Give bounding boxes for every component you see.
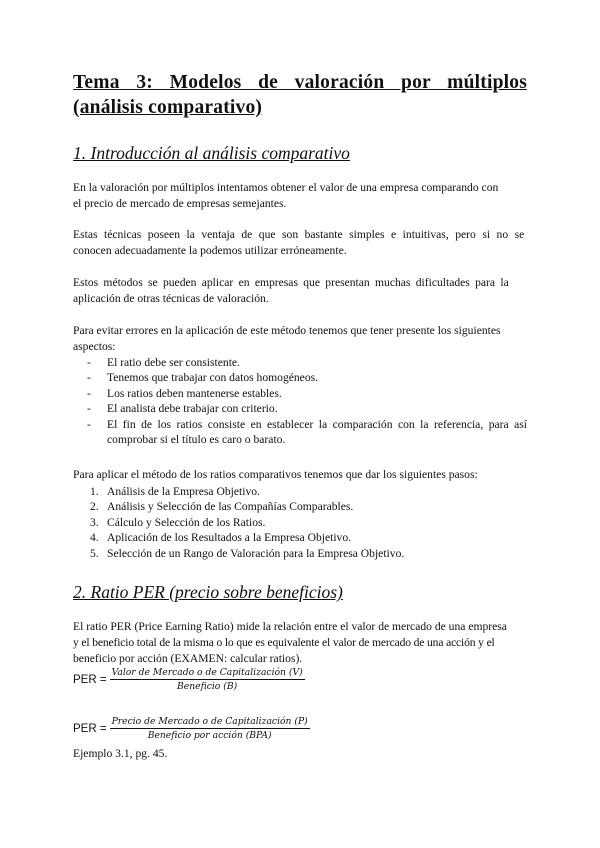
example-reference (73, 746, 527, 762)
formula-label: PER = (73, 673, 107, 686)
formula-fraction (110, 667, 305, 692)
formula-denominator: Beneficio por acción (BPA) (147, 730, 272, 741)
text-line: beneficio por acción (EXAMEN: calcular ratios). (73, 652, 303, 666)
text-line: Ejemplo 3.1, pg. 45. (73, 747, 168, 760)
list-item: 2. Análisis y Selección de las Compañías Comparables. (90, 500, 354, 514)
list-item: 4. Aplicación de los Resultados a la Empresa Objetivo. (90, 531, 352, 545)
formula-denominator: Beneficio (B) (177, 681, 238, 692)
section-heading-per: 2. Ratio PER (precio sobre beneficios) (73, 582, 343, 602)
list-item: - El fin de los ratios consiste en establecer la comparación con la referencia, para así comprobar si el título es caro o barato. (87, 417, 527, 447)
per-formula-2 (73, 716, 310, 741)
intro-paragraph-4 (73, 323, 527, 355)
text-line: Para evitar errores en la aplicación de este método tenemos que tener presente los siguientes (73, 324, 501, 337)
section-heading-intro: 1. Introducción al análisis comparativo (73, 143, 350, 163)
intro-paragraph-1 (73, 180, 527, 212)
page-title: Tema 3: Modelos de valoración por múltiplos (análisis comparativo) (73, 72, 527, 118)
text-line: aplicación de otras técnicas de valoración. (73, 292, 269, 306)
text-line: Para aplicar el método de los ratios comparativos tenemos que dar los siguientes pasos: (73, 468, 478, 481)
per-paragraph (73, 619, 527, 668)
list-item: - El analista debe trabajar con criterio. (87, 402, 278, 416)
list-item: - Los ratios deben mantenerse estables. (87, 386, 282, 400)
aspects-list (73, 355, 527, 447)
text-line: y el beneficio total de la misma o lo que es equivalente el valor de mercado de una acción y el (73, 636, 495, 650)
list-item: - El ratio debe ser consistente. (87, 356, 240, 369)
intro-paragraph-2 (73, 227, 527, 259)
text-line: Estas técnicas poseen la ventaja de que son bastante simples e intuitivas, pero si no se (73, 228, 525, 241)
text-line: el precio de mercado de empresas semejantes. (73, 197, 287, 211)
steps-intro (73, 467, 527, 483)
text-line: En la valoración por múltiplos intentamos obtener el valor de una empresa comparando con (73, 181, 499, 194)
list-item: 5. Selección de un Rango de Valoración para la Empresa Objetivo. (90, 546, 405, 560)
formula-numerator: Valor de Mercado o de Capitalización (V) (111, 667, 303, 678)
list-item: 1. Análisis de la Empresa Objetivo. (90, 485, 260, 498)
formula-label: PER = (73, 722, 107, 735)
list-item: 3. Cálculo y Selección de los Ratios. (90, 515, 266, 529)
steps-list (73, 484, 527, 561)
per-formula-1 (73, 667, 305, 692)
text-line: Estos métodos se pueden aplicar en empresas que presentan muchas dificultades para la (73, 276, 509, 289)
text-line: conocen adecuadamente la podemos utilizar erróneamente. (73, 244, 347, 258)
text-line: El ratio PER (Price Earning Ratio) mide la relación entre el valor de mercado de una empresa (73, 620, 507, 633)
text-line: aspectos: (73, 340, 116, 354)
formula-numerator: Precio de Mercado o de Capitalización (P) (111, 716, 308, 727)
intro-paragraph-3 (73, 275, 527, 307)
formula-fraction (110, 716, 310, 741)
list-item: - Tenemos que trabajar con datos homogéneos. (87, 371, 319, 385)
